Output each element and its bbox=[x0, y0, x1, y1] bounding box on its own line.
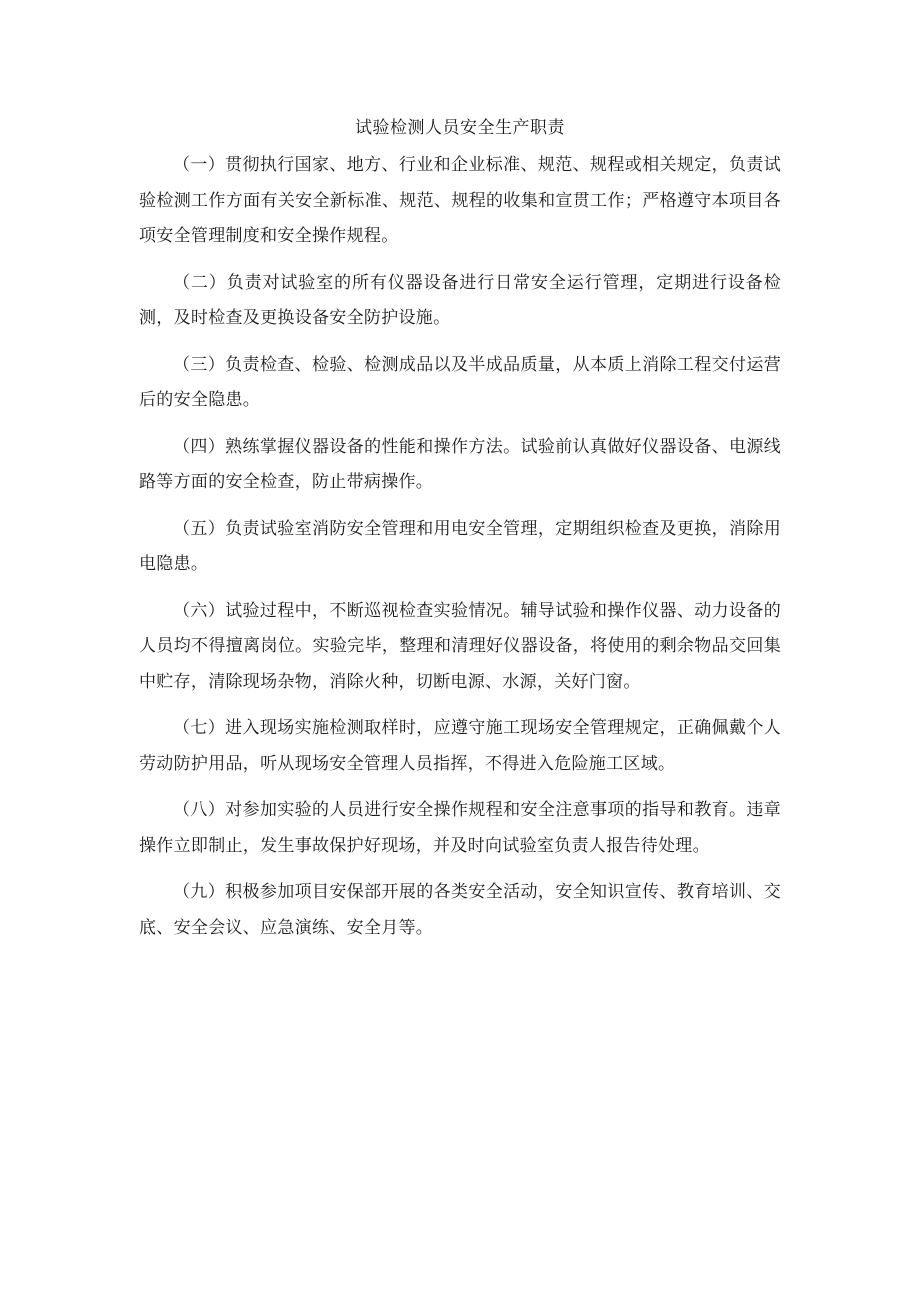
paragraph-9: （九）积极参加项目安保部开展的各类安全活动，安全知识宣传、教育培训、交底、安全会议、应急演练、安全月等。 bbox=[139, 882, 781, 938]
paragraph-1: （一）贯彻执行国家、地方、行业和企业标准、规范、规程或相关规定，负责试验检测工作方面有关安全新标准、规范、规程的收集和宣贯工作；严格遵守本项目各项安全管理制度和安全操作规程。 bbox=[139, 155, 781, 246]
paragraph-6: （六）试验过程中，不断巡视检查实验情况。辅导试验和操作仪器、动力设备的人员均不得擅离岗位。实验完毕，整理和清理好仪器设备，将使用的剩余物品交回集中贮存，清除现场杂物，消除火种，切断电源、水源，关好门窗。 bbox=[139, 600, 781, 692]
paragraph-4: （四）熟练掌握仪器设备的性能和操作方法。试验前认真做好仪器设备、电源线路等方面的安全检查，防止带病操作。 bbox=[139, 436, 781, 492]
paragraph-7: （七）进入现场实施检测取样时，应遵守施工现场安全管理规定，正确佩戴个人劳动防护用品，听从现场安全管理人员指挥，不得进入危险施工区域。 bbox=[139, 718, 781, 774]
paragraph-2: （二）负责对试验室的所有仪器设备进行日常安全运行管理，定期进行设备检测，及时检查及更换设备安全防护设施。 bbox=[139, 272, 781, 328]
document-title: 试验检测人员安全生产职责 bbox=[355, 118, 565, 138]
document-body bbox=[139, 148, 781, 957]
paragraph-8: （八）对参加实验的人员进行安全操作规程和安全注意事项的指导和教育。违章操作立即制止，发生事故保护好现场，并及时向试验室负责人报告待处理。 bbox=[139, 800, 781, 856]
paragraph-3: （三）负责检查、检验、检测成品以及半成品质量，从本质上消除工程交付运营后的安全隐患。 bbox=[139, 354, 781, 410]
paragraph-5: （五）负责试验室消防安全管理和用电安全管理，定期组织检查及更换，消除用电隐患。 bbox=[139, 518, 781, 574]
